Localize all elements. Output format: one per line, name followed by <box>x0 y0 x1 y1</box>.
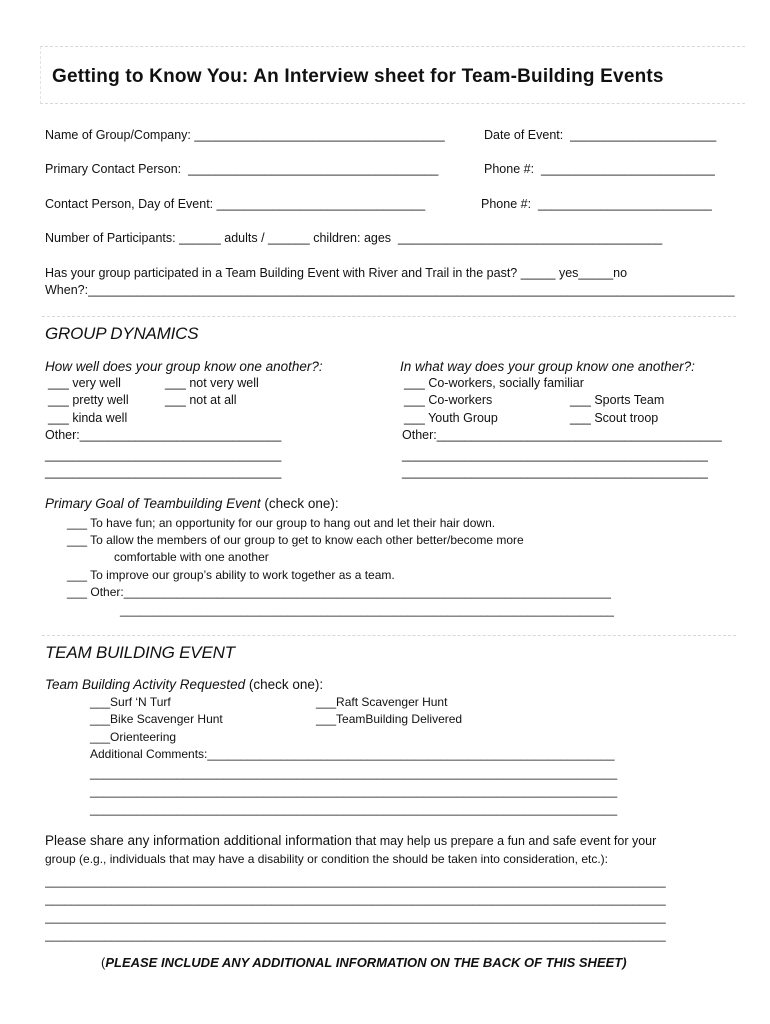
share-info-line-1 <box>45 833 656 848</box>
option-youth-group[interactable]: ___ Youth Group <box>404 411 498 425</box>
footer-text: PLEASE INCLUDE ANY ADDITIONAL INFORMATION ON THE BACK OF THIS SHEET) <box>105 955 627 970</box>
relationship-other-line[interactable]: ____________________________________________ <box>402 448 708 462</box>
familiarity-other-line[interactable]: __________________________________ <box>45 448 282 462</box>
activity-orienteering[interactable]: ___Orienteering <box>90 730 177 744</box>
group-name-field[interactable]: Name of Group/Company: ____________________________________ <box>45 128 445 142</box>
option-coworkers-social[interactable]: ___ Co-workers, socially familiar <box>404 376 584 390</box>
page-title: Getting to Know You: An Interview sheet for Team-Building Events <box>52 66 664 87</box>
option-sports-team[interactable]: ___ Sports Team <box>570 393 665 407</box>
familiarity-other-line[interactable]: __________________________________ <box>45 465 282 479</box>
primary-contact-field[interactable]: Primary Contact Person: ____________________________________ <box>45 162 439 176</box>
event-date-field[interactable]: Date of Event: _____________________ <box>484 128 717 142</box>
familiarity-question: How well does your group know one another?: <box>45 359 323 374</box>
phone-field[interactable]: Phone #: _________________________ <box>484 162 715 176</box>
share-info-answer-line[interactable]: _____________________________________________________________________________________________ <box>45 928 666 942</box>
day-contact-field[interactable]: Contact Person, Day of Event: ______________________________ <box>45 197 426 211</box>
activity-teambuilding-delivered[interactable]: ___TeamBuilding Delivered <box>316 712 463 726</box>
goal-option-fun[interactable]: ___ To have fun; an opportunity for our group to hang out and let their hair down. <box>67 516 496 530</box>
back-of-sheet-note <box>101 955 627 970</box>
team-building-heading: TEAM BUILDING EVENT <box>45 643 235 662</box>
share-info-lead: Please share any information additional information <box>45 833 352 848</box>
goal-option-know-each-other[interactable]: ___ To allow the members of our group to get to know each other better/become more <box>67 533 524 547</box>
option-kinda-well[interactable]: ___ kinda well <box>48 411 128 425</box>
day-phone-field[interactable]: Phone #: _________________________ <box>481 197 712 211</box>
option-not-at-all[interactable]: ___ not at all <box>165 393 237 407</box>
divider <box>42 316 736 317</box>
share-info-line-2: group (e.g., individuals that may have a disability or condition the should be taken into consideration, etc.): <box>45 852 608 866</box>
goal-question <box>45 496 339 511</box>
footer-paren: ( <box>101 955 106 970</box>
relationship-question: In what way does your group know one another?: <box>400 359 695 374</box>
comments-line[interactable]: _______________________________________________________________________________ <box>90 766 618 780</box>
group-dynamics-heading: GROUP DYNAMICS <box>45 324 199 343</box>
participants-field[interactable]: Number of Participants: ______ adults / ______ children: ages ______________________________________ <box>45 231 663 245</box>
goal-option-know-each-other-cont: comfortable with one another <box>114 550 269 564</box>
activity-surf-n-turf[interactable]: ___Surf ‘N Turf <box>90 695 171 709</box>
activity-suffix: (check one): <box>245 677 324 692</box>
option-pretty-well[interactable]: ___ pretty well <box>48 393 129 407</box>
option-coworkers[interactable]: ___ Co-workers <box>404 393 493 407</box>
goal-suffix: (check one): <box>260 496 339 511</box>
comments-line[interactable]: _______________________________________________________________________________ <box>90 784 618 798</box>
goal-option-teamwork[interactable]: ___ To improve our group’s ability to work together as a team. <box>67 568 395 582</box>
relationship-other-line[interactable]: ____________________________________________ <box>402 465 708 479</box>
share-info-answer-line[interactable]: _____________________________________________________________________________________________ <box>45 874 666 888</box>
option-very-well[interactable]: ___ very well <box>48 376 121 390</box>
share-info-rest: that may help us prepare a fun and safe event for your <box>351 834 657 848</box>
activity-label: Team Building Activity Requested <box>45 677 246 692</box>
additional-comments-field[interactable]: Additional Comments:_____________________________________________________________ <box>90 747 615 761</box>
goal-label: Primary Goal of Teambuilding Event <box>45 496 261 511</box>
activity-bike-scavenger-hunt[interactable]: ___Bike Scavenger Hunt <box>90 712 223 726</box>
share-info-answer-line[interactable]: _____________________________________________________________________________________________ <box>45 892 666 906</box>
when-field[interactable]: When?:_____________________________________________________________________________________________ <box>45 283 735 297</box>
activity-raft-scavenger-hunt[interactable]: ___Raft Scavenger Hunt <box>316 695 448 709</box>
goal-other-line[interactable]: __________________________________________________________________________ <box>120 603 614 617</box>
option-scout-troop[interactable]: ___ Scout troop <box>570 411 659 425</box>
past-event-question[interactable]: Has your group participated in a Team Building Event with River and Trail in the past? _____ yes_____no <box>45 266 628 280</box>
activity-question <box>45 677 323 692</box>
familiarity-other-field[interactable]: Other:_____________________________ <box>45 428 282 442</box>
share-info-answer-line[interactable]: _____________________________________________________________________________________________ <box>45 910 666 924</box>
goal-option-other[interactable]: ___ Other:_________________________________________________________________________ <box>67 585 611 599</box>
option-not-very-well[interactable]: ___ not very well <box>165 376 259 390</box>
relationship-other-field[interactable]: Other:_________________________________________ <box>402 428 722 442</box>
divider <box>42 635 736 636</box>
comments-line[interactable]: _______________________________________________________________________________ <box>90 802 618 816</box>
